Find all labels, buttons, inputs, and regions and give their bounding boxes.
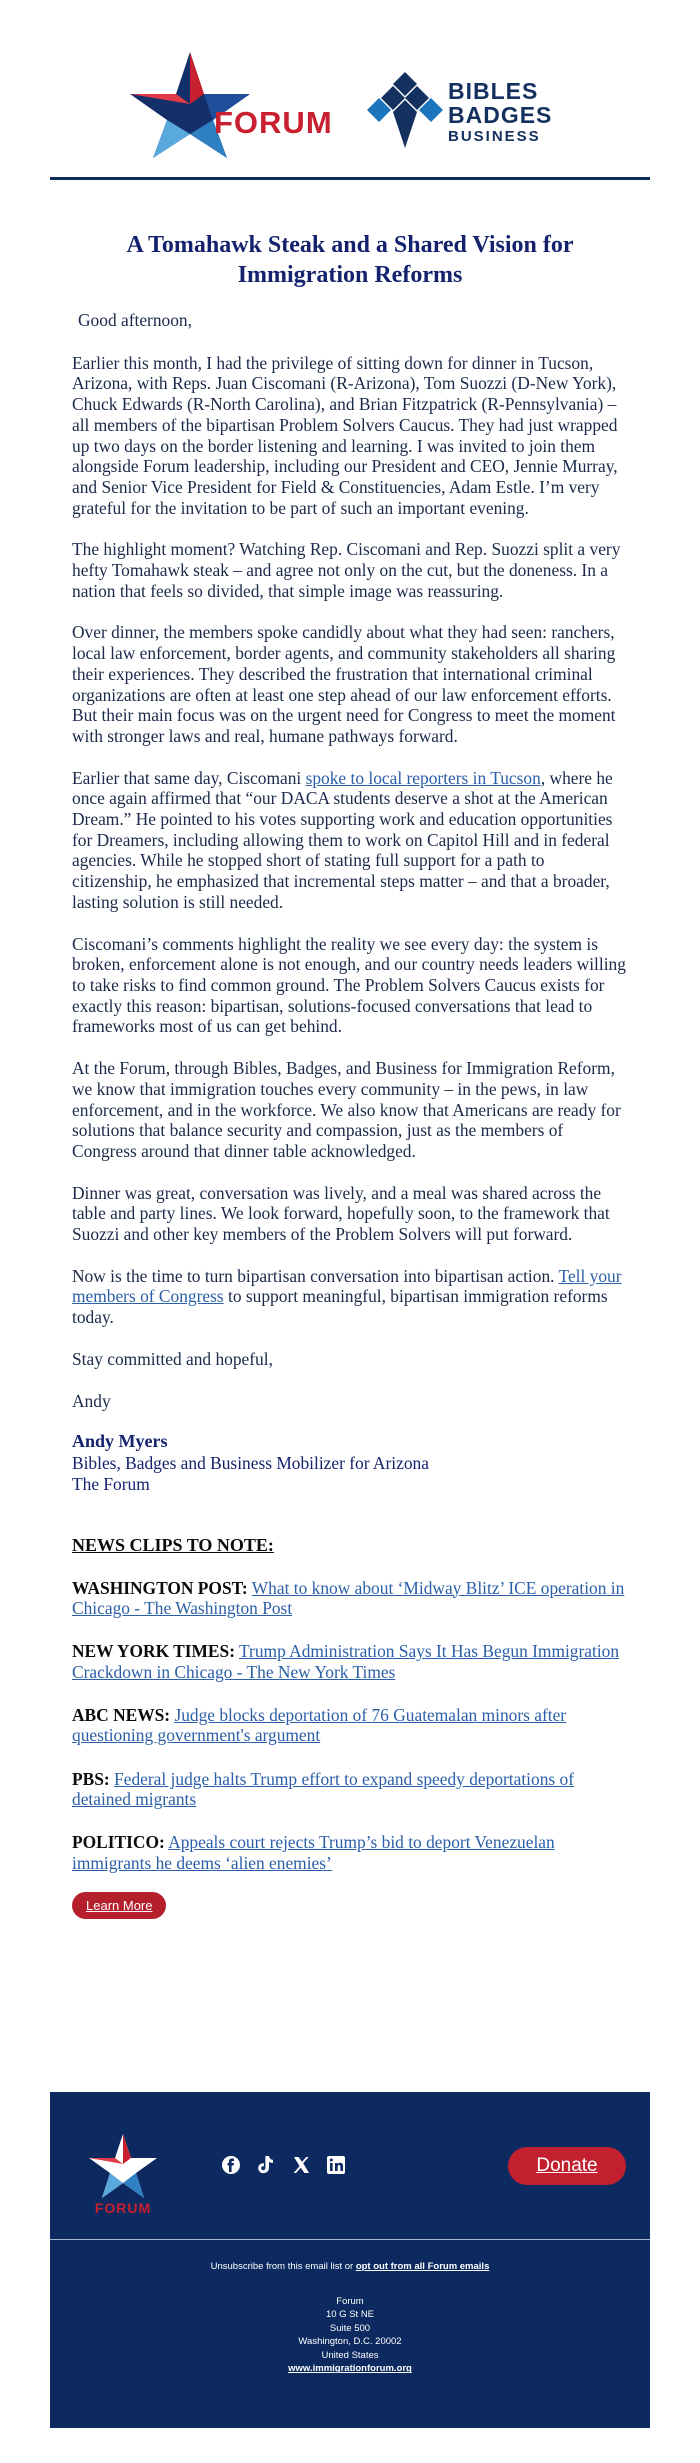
tiktok-icon[interactable] <box>255 2154 277 2176</box>
email-footer <box>50 2092 650 2428</box>
address-line: Suite 500 <box>329 2322 371 2334</box>
address-line: 10 G St NE <box>325 2309 375 2321</box>
footer-divider <box>50 2239 650 2240</box>
facebook-icon[interactable] <box>220 2154 242 2176</box>
address-line: Forum <box>336 2296 364 2307</box>
bbb-logo-text <box>448 79 552 145</box>
signature-org: The Forum <box>72 1473 150 1494</box>
clip-link[interactable]: Trump Administration Says It Has Begun Immigration Crackdown in Chicago - The New York Times <box>72 1641 620 1682</box>
website-link[interactable]: www.immigrationforum.org <box>288 2363 412 2375</box>
signature-name: Andy Myers <box>72 1431 168 1452</box>
clip-source: NEW YORK TIMES: <box>72 1641 235 1662</box>
article-title: A Tomahawk Steak and a Shared Vision for Immigration Reforms <box>126 232 574 288</box>
news-clip <box>72 1578 628 1619</box>
paragraph-8-end: to support meaningful, bipartisan immigration reforms today. <box>72 1286 608 1328</box>
paragraph-2: The highlight moment? Watching Rep. Ciscomani and Rep. Suozzi split a very hefty Tomahawk steak – and agree not only on the cut, but the doneness. In a nation that feels so divided, that simple image was reassuring. <box>72 539 621 601</box>
footer-forum-star-logo <box>83 2132 163 2202</box>
tucson-reporters-link[interactable]: spoke to local reporters in Tucson <box>305 767 541 788</box>
news-clip <box>72 1832 628 1873</box>
clip-source: POLITICO: <box>72 1832 165 1853</box>
clip-link[interactable]: Federal judge halts Trump effort to expand speedy deportations of detained migrants <box>72 1768 575 1810</box>
linkedin-icon[interactable] <box>325 2154 347 2176</box>
news-clip <box>72 1705 628 1746</box>
paragraph-8-start: Now is the time to turn bipartisan conversation into bipartisan action. <box>72 1265 559 1286</box>
email-header <box>0 0 700 178</box>
news-clip <box>72 1641 628 1682</box>
clip-source: PBS: <box>72 1768 110 1789</box>
closing: Stay committed and hopeful, <box>72 1348 273 1369</box>
paragraph-6: At the Forum, through Bibles, Badges, and Business for Immigration Reform, we know that immigration touches every community – in the pews, in law enforcement, and in the workforce. We also know that Americans are ready for solutions that balance security and compassion, just as the members of Congress around that dinner table acknowledged. <box>72 1058 621 1161</box>
learn-more-button[interactable]: Learn More <box>72 1892 166 1919</box>
paragraph-8 <box>72 1266 628 1328</box>
signoff-first-name: Andy <box>72 1390 111 1411</box>
paragraph-5: Ciscomani’s comments highlight the reality we see every day: the system is broken, enforcement alone is not enough, and our country needs leaders willing to take risks to find common ground. The Problem Solvers Caucus exists for exactly this reason: bipartisan, solutions-focused conversations that lead to frameworks most of us can get behind. <box>72 933 626 1037</box>
news-clips-heading: NEWS CLIPS TO NOTE: <box>72 1534 274 1555</box>
paragraph-4-end: , where he once again affirmed that “our DACA students deserve a shot at the American Dream.” He pointed to his votes supporting work and education opportunities for Dreamers, including allowing them to work on Capitol Hill and in federal agencies. While he stopped short of stating full support for a path to citizenship, he emphasized that incremental steps matter – and that a broader, lasting solution is still needed. <box>72 767 613 912</box>
unsubscribe-line <box>50 2261 650 2272</box>
clip-link[interactable]: What to know about ‘Midway Blitz’ ICE operation in Chicago - The Washington Post <box>72 1577 625 1618</box>
clip-source: WASHINGTON POST: <box>72 1577 248 1598</box>
paragraph-4 <box>72 768 628 913</box>
forum-star-logo <box>126 48 346 158</box>
opt-out-link[interactable]: opt out from all Forum emails <box>355 2261 490 2272</box>
footer-logo-text: FORUM <box>94 2200 152 2216</box>
bbb-cross-logo <box>365 70 445 150</box>
header-divider <box>50 177 650 180</box>
donate-button[interactable]: Donate <box>508 2147 626 2185</box>
paragraph-3: Over dinner, the members spoke candidly about what they had seen: ranchers, local law enforcement, border agents, and community stakeholders all sharing their experiences. They described the frustration that international criminal organizations are often at least one step ahead of our law enforcement efforts. But their main focus was on the urgent need for Congress to meet the moment with stronger laws and real, humane pathways forward. <box>72 622 616 746</box>
bbb-line-business: BUSINESS <box>448 128 541 146</box>
clip-source: ABC NEWS: <box>72 1705 171 1726</box>
clip-link[interactable]: Appeals court rejects Trump’s bid to deport Venezuelan immigrants he deems ‘alien enemies’ <box>72 1832 555 1873</box>
unsubscribe-text: Unsubscribe from this email list or <box>210 2261 356 2272</box>
news-clip <box>72 1769 628 1810</box>
social-links <box>220 2154 347 2176</box>
bbb-line-bibles: BIBLES <box>448 78 539 104</box>
article-body <box>0 178 700 1919</box>
greeting: Good afternoon, <box>78 310 192 330</box>
mailing-address <box>50 2295 650 2376</box>
signature-block <box>72 1431 628 1494</box>
x-icon[interactable] <box>290 2154 312 2176</box>
paragraph-4-start: Earlier that same day, Ciscomani <box>72 767 306 788</box>
tell-congress-link[interactable]: Tell your members of Congress <box>72 1265 622 1307</box>
clip-link[interactable]: Judge blocks deportation of 76 Guatemalan minors after questioning government's argument <box>72 1705 567 1746</box>
paragraph-7: Dinner was great, conversation was lively, and a meal was shared across the table and party lines. We look forward, hopefully soon, to the framework that Suozzi and other key members of the Problem Solvers will put forward. <box>72 1182 610 1245</box>
signature-title: Bibles, Badges and Business Mobilizer for Arizona <box>72 1452 429 1473</box>
forum-logo-text: FORUM <box>214 105 333 140</box>
address-line: United States <box>321 2349 379 2361</box>
bbb-line-badges: BADGES <box>448 102 553 129</box>
address-line: Washington, D.C. 20002 <box>298 2336 402 2348</box>
paragraph-1: Earlier this month, I had the privilege of sitting down for dinner in Tucson, Arizona, with Reps. Juan Ciscomani (R-Arizona), Tom Suozzi (D-New York), Chuck Edwards (R-North Carolina), and Brian Fitzpatrick (R-Pennsylvania) – all members of the bipartisan Problem Solvers Caucus. They had just wrapped up two days on the border listening and learning. I was invited to join them alongside Forum leadership, including our President and CEO, Jennie Murray, and Senior Vice President for Field & Constituencies, Adam Estle. I’m very grateful for the invitation to be part of such an important evening. <box>72 352 618 518</box>
